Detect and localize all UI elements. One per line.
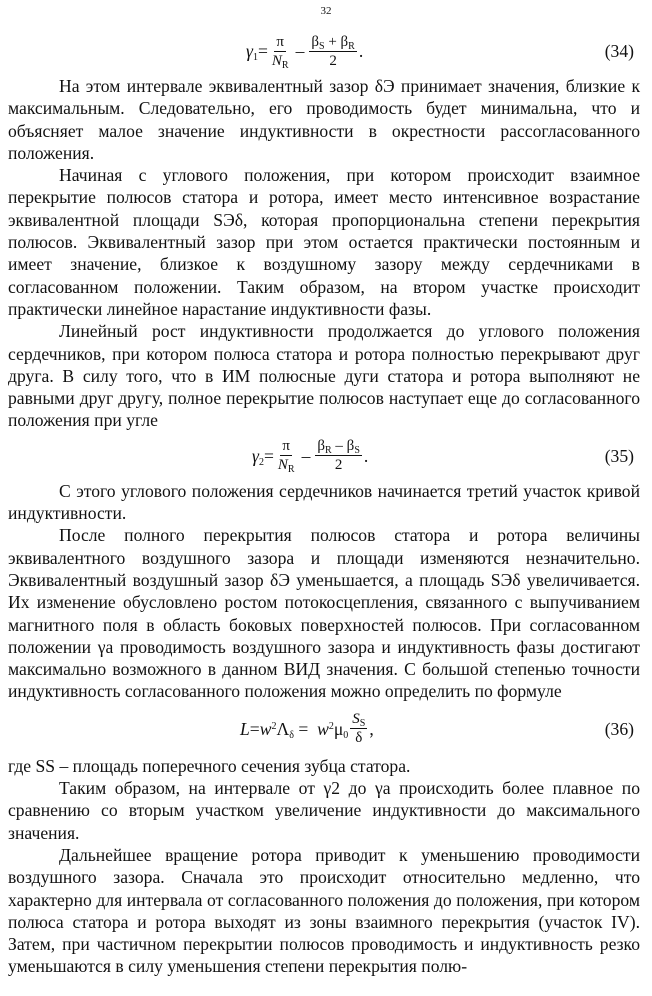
- equation-number: (34): [604, 41, 634, 61]
- paragraph: Дальнейшее вращение ротора приводит к уменьшению проводимости воздушного зазора. Сначала это происходит относительно медленно, что характерно для интервала от согласованного положения до положения, при котором полюса статора и ротора выходят из зоны взаимного перекрытия (участок IV). Затем, при частичном перекрытии полюсов проводимость и индуктивность резко уменьшаются в силу уменьшения степени перекрытия полю-: [8, 844, 640, 977]
- paragraph: Таким образом, на интервале от γ2 до γa происходить более плавное по сравнению со вторым участком увеличение индуктивности до максимального значения.: [8, 778, 640, 843]
- paragraph: После полного перекрытия полюсов статора и ротора величины эквивалентного воздушного зазора и площади изменяются незначительно. Эквивалентный воздушный зазор δЭ уменьшается, а площадь SЭδ увеличивается. Их изменение обусловлено ростом потокосцепления, связанного с выпучиванием магнитного поля в область боковых поверхностей полюсов. При согласованном положении γa проводимость воздушного зазора и индуктивность фазы достигают максимально возможного в данном ВИД значения. С большой степенью точности индуктивность согласованного положения можно определить по формуле: [8, 525, 640, 702]
- equation-number: (35): [604, 445, 634, 466]
- equation-34: $\gamma_1$ = $\frac{\pi}{N_R}$ – $\frac{\beta_S + \beta_R}{2}$ . (34): [246, 33, 634, 71]
- page-number: 32: [320, 5, 332, 17]
- paragraph: С этого углового положения сердечников начинается третий участок кривой индуктивности.: [8, 480, 640, 524]
- page-body: [8, 27, 640, 978]
- paragraph: где SS – площадь поперечного сечения зубца статора.: [8, 755, 411, 776]
- paragraph: На этом интервале эквивалентный зазор δЭ принимает значения, близкие к максимальным. Следовательно, его проводимость будет минимальна, что и объясняет малое значение индуктивности в окрестности рассогласованного положения.: [8, 76, 640, 163]
- paragraph: Начиная с углового положения, при котором происходит взаимное перекрытие полюсов статора и ротора, имеет место интенсивное возрастание эквивалентной площади SЭδ, которая пропорциональна степени перекрытия полюсов. Эквивалентный зазор при этом остается практически постоянным и имеет значение, близкое к воздушному зазору между сердечниками в согласованном положении. Таким образом, на втором участке происходит практически линейное нарастание индуктивности фазы.: [8, 165, 640, 319]
- equation-35: $\gamma_2$ = $\frac{\pi}{N_R}$ – $\frac{\beta_R - \beta_S}{2}$ . (35): [252, 438, 634, 476]
- paragraph: Линейный рост индуктивности продолжается до углового положения сердечников, при котором полюса статора и ротора полностью перекрывают друг друга. В силу того, что в ИМ полюсные дуги статора и ротора выполняют не равными друг другу, полное перекрытие полюсов наступает еще до согласованного положения при угле: [8, 321, 640, 431]
- equation-36: L = $w^2$ $\Lambda_\delta$ = $w^2$ $\mu_0$ $\frac{S_S}{\delta}$ , (36): [240, 711, 634, 747]
- equation-number: (36): [604, 718, 634, 739]
